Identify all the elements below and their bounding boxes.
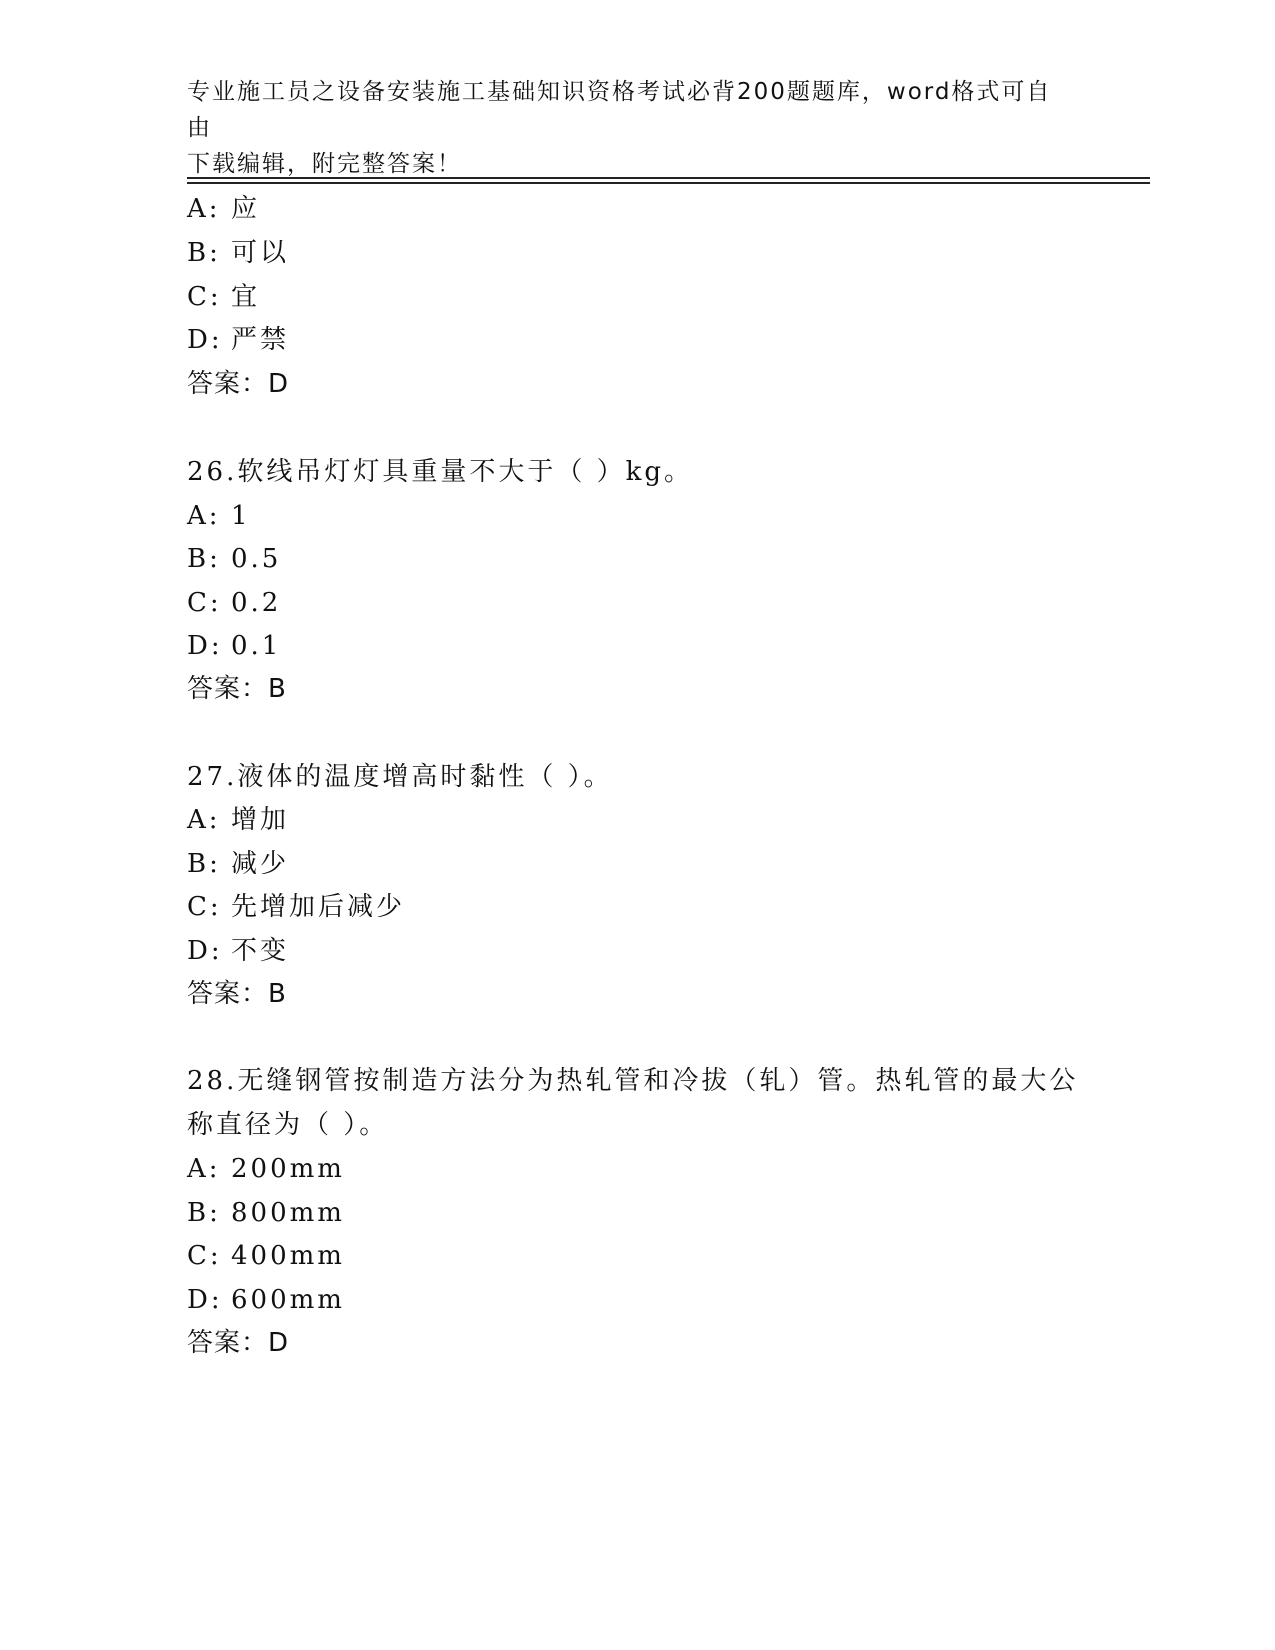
option-a	[187, 1152, 345, 1186]
header-line-2: 下载编辑，附完整答案！	[187, 151, 462, 177]
question-stem: 27.液体的温度增高时黏性（ ）。	[187, 762, 613, 792]
option-b	[187, 847, 289, 881]
option-c	[187, 280, 260, 314]
option-label: A:	[187, 194, 221, 224]
option-label: A:	[187, 805, 221, 835]
option-text: 宜	[231, 282, 261, 312]
option-b	[187, 542, 281, 576]
option-text: 应	[231, 194, 261, 224]
option-label: D:	[187, 631, 223, 661]
option-d	[187, 1283, 345, 1317]
option-d	[187, 629, 281, 663]
answer-line: 答案：D	[187, 369, 290, 399]
option-d	[187, 934, 289, 968]
option-label: C:	[187, 588, 222, 618]
answer-line: 答案：B	[187, 979, 287, 1009]
option-a	[187, 192, 260, 226]
option-label: B:	[187, 1198, 221, 1228]
option-c	[187, 890, 405, 924]
option-label: D:	[187, 936, 223, 966]
option-label: C:	[187, 1241, 222, 1271]
option-text: 可以	[231, 238, 290, 268]
option-b	[187, 1196, 345, 1230]
answer-line: 答案：B	[187, 674, 287, 704]
option-text: 1	[231, 501, 251, 531]
option-text: 200mm	[231, 1154, 345, 1184]
option-text: 0.2	[231, 588, 282, 618]
option-label: B:	[187, 544, 221, 574]
option-text: 先增加后减少	[231, 892, 406, 922]
option-text: 800mm	[231, 1198, 345, 1228]
header-line-1: 专业施工员之设备安装施工基础知识资格考试必背200题题库，word格式可自由	[187, 79, 1052, 141]
option-c	[187, 1239, 345, 1273]
option-label: C:	[187, 892, 222, 922]
option-text: 不变	[231, 936, 290, 966]
option-label: A:	[187, 501, 221, 531]
option-label: B:	[187, 849, 221, 879]
option-text: 600mm	[231, 1285, 345, 1315]
option-text: 0.5	[231, 544, 282, 574]
option-label: A:	[187, 1154, 221, 1184]
answer-line: 答案：D	[187, 1328, 290, 1358]
option-c	[187, 586, 281, 620]
document-header	[187, 74, 1067, 182]
option-text: 0.1	[231, 631, 282, 661]
option-b	[187, 236, 289, 270]
option-text: 严禁	[231, 325, 290, 355]
option-label: B:	[187, 238, 221, 268]
option-text: 增加	[231, 805, 290, 835]
question-stem-line-1: 28.无缝钢管按制造方法分为热轧管和冷拔（轧）管。热轧管的最大公	[187, 1066, 1079, 1096]
option-d	[187, 323, 289, 357]
question-stem-line-2: 称直径为（ ）。	[187, 1110, 389, 1140]
header-divider-top	[187, 177, 1150, 179]
option-label: C:	[187, 282, 222, 312]
option-a	[187, 803, 289, 837]
question-stem: 26.软线吊灯灯具重量不大于（ ）kg。	[187, 457, 694, 487]
option-label: D:	[187, 1285, 223, 1315]
header-divider-bottom	[187, 182, 1150, 184]
option-a	[187, 499, 251, 533]
option-label: D:	[187, 325, 223, 355]
option-text: 400mm	[231, 1241, 345, 1271]
option-text: 减少	[231, 849, 290, 879]
